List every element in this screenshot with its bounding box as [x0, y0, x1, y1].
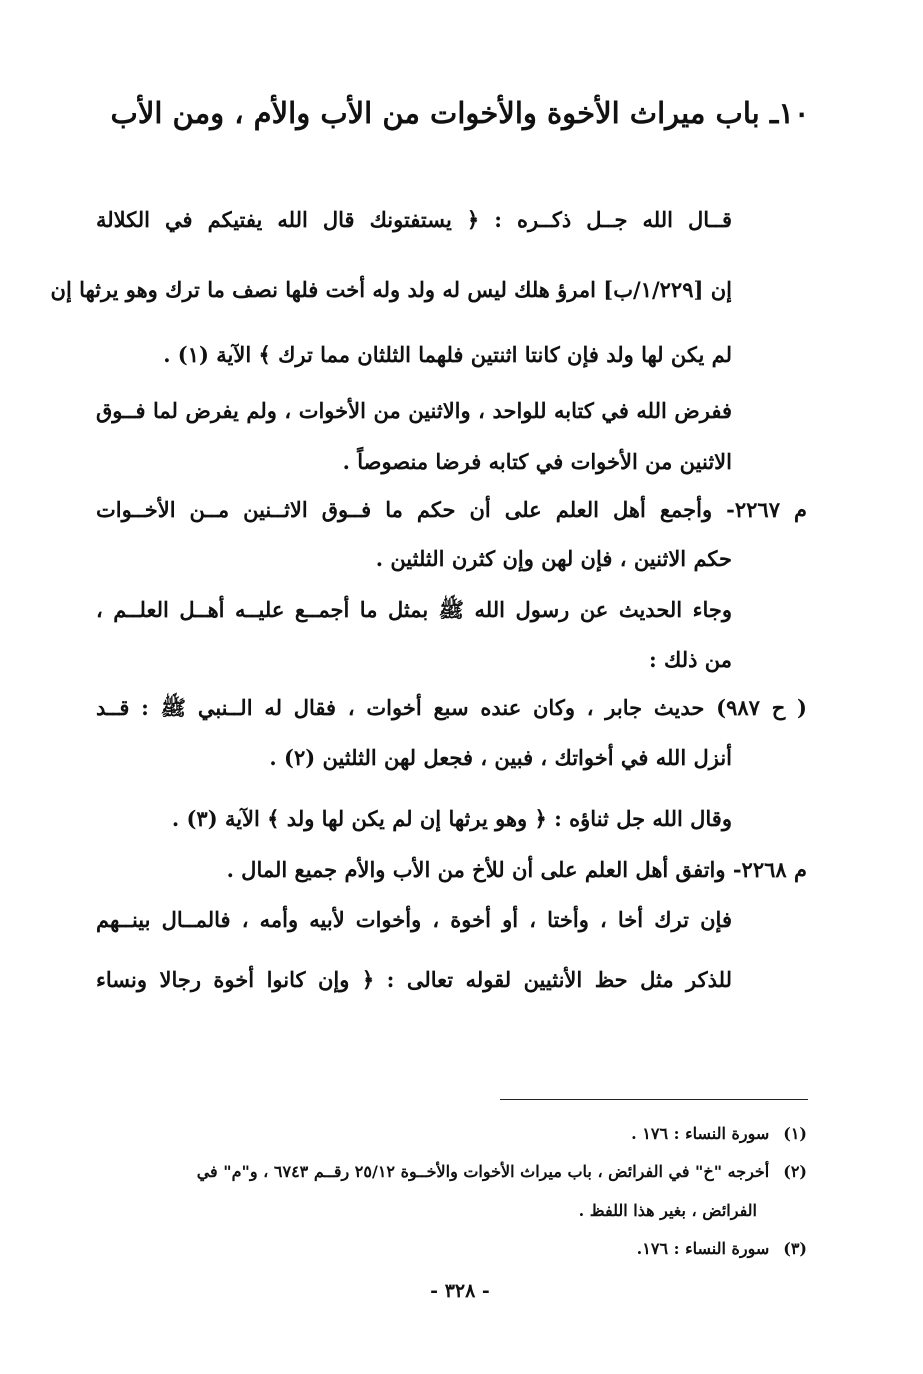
body-line: وقال الله جل ثناؤه : ﴿ وهو يرثها إن لم يكن لها ولد ﴾ الآية (٣) .	[171, 806, 732, 831]
footnote-text: الفرائض ، بغير هذا اللفظ .	[578, 1201, 757, 1220]
body-line: ففرض الله في كتابه للواحد ، والاثنين من الأخوات ، ولم يفرض لما فــوق	[96, 398, 732, 423]
footnote-number: (٢)	[783, 1162, 807, 1181]
footnote-text: أخرجه "خ" في الفرائض ، باب ميراث الأخوات والأخــوة ٢٥/١٢ رقــم ٦٧٤٣ ، و"م" في	[196, 1162, 770, 1181]
footnote-text: سورة النساء : ١٧٦.	[636, 1239, 770, 1258]
ruling-line: م ٢٢٦٨- واتفق أهل العلم على أن للأخ من الأب والأم جميع المال .	[226, 857, 807, 882]
body-line: وجاء الحديث عن رسول الله ﷺ بمثل ما أجمــع عليــه أهــل العلــم ،	[96, 597, 732, 622]
footnote	[631, 1122, 807, 1146]
body-line: قــال الله جــل ذكــره : ﴿ يستفتونك قال الله يفتيكم في الكلالة	[96, 207, 732, 232]
body-line: من ذلك :	[648, 647, 732, 672]
chapter-title: ١٠ـ باب ميراث الأخوة والأخوات من الأب والأم ، ومن الأب	[110, 96, 810, 130]
footnote	[197, 1160, 807, 1184]
footnote-number: (١)	[783, 1124, 807, 1143]
body-line: للذكر مثل حظ الأنثيين لقوله تعالى : ﴿ وإن كانوا أخوة رجالا ونساء	[96, 967, 732, 992]
body-line: حكم الاثنين ، فإن لهن وإن كثرن الثلثين .	[375, 546, 732, 571]
body-line: إن [١/٢٢٩/ب] امرؤ هلك ليس له ولد وله أخت فلها نصف ما ترك وهو يرثها إن	[50, 277, 732, 302]
footnote-separator	[500, 1099, 808, 1100]
footnote	[637, 1237, 807, 1261]
hadith-line: ( ح ٩٨٧) حديث جابر ، وكان عنده سبع أخوات ، فقال له الــنبي ﷺ : قــد	[96, 695, 807, 720]
body-line: فإن ترك أخا ، وأختا ، أو أخوة ، وأخوات لأبيه وأمه ، فالمــال بينــهم	[96, 907, 732, 932]
body-line: أنزل الله في أخواتك ، فبين ، فجعل لهن الثلثين (٢) .	[269, 745, 732, 770]
footnote-text: سورة النساء : ١٧٦ .	[631, 1124, 770, 1143]
page-number: - ٣٢٨ -	[430, 1280, 490, 1302]
footnote-continuation	[579, 1199, 757, 1223]
body-line: لم يكن لها ولد فإن كانتا اثنتين فلهما الثلثان مما ترك ﴾ الآية (١) .	[163, 342, 732, 367]
body-line: الاثنين من الأخوات في كتابه فرضا منصوصاً .	[342, 449, 732, 474]
ruling-line: م ٢٢٦٧- وأجمع أهل العلم على أن حكم ما فــوق الاثــنين مــن الأخــوات	[96, 497, 807, 522]
footnote-number: (٣)	[783, 1239, 807, 1258]
